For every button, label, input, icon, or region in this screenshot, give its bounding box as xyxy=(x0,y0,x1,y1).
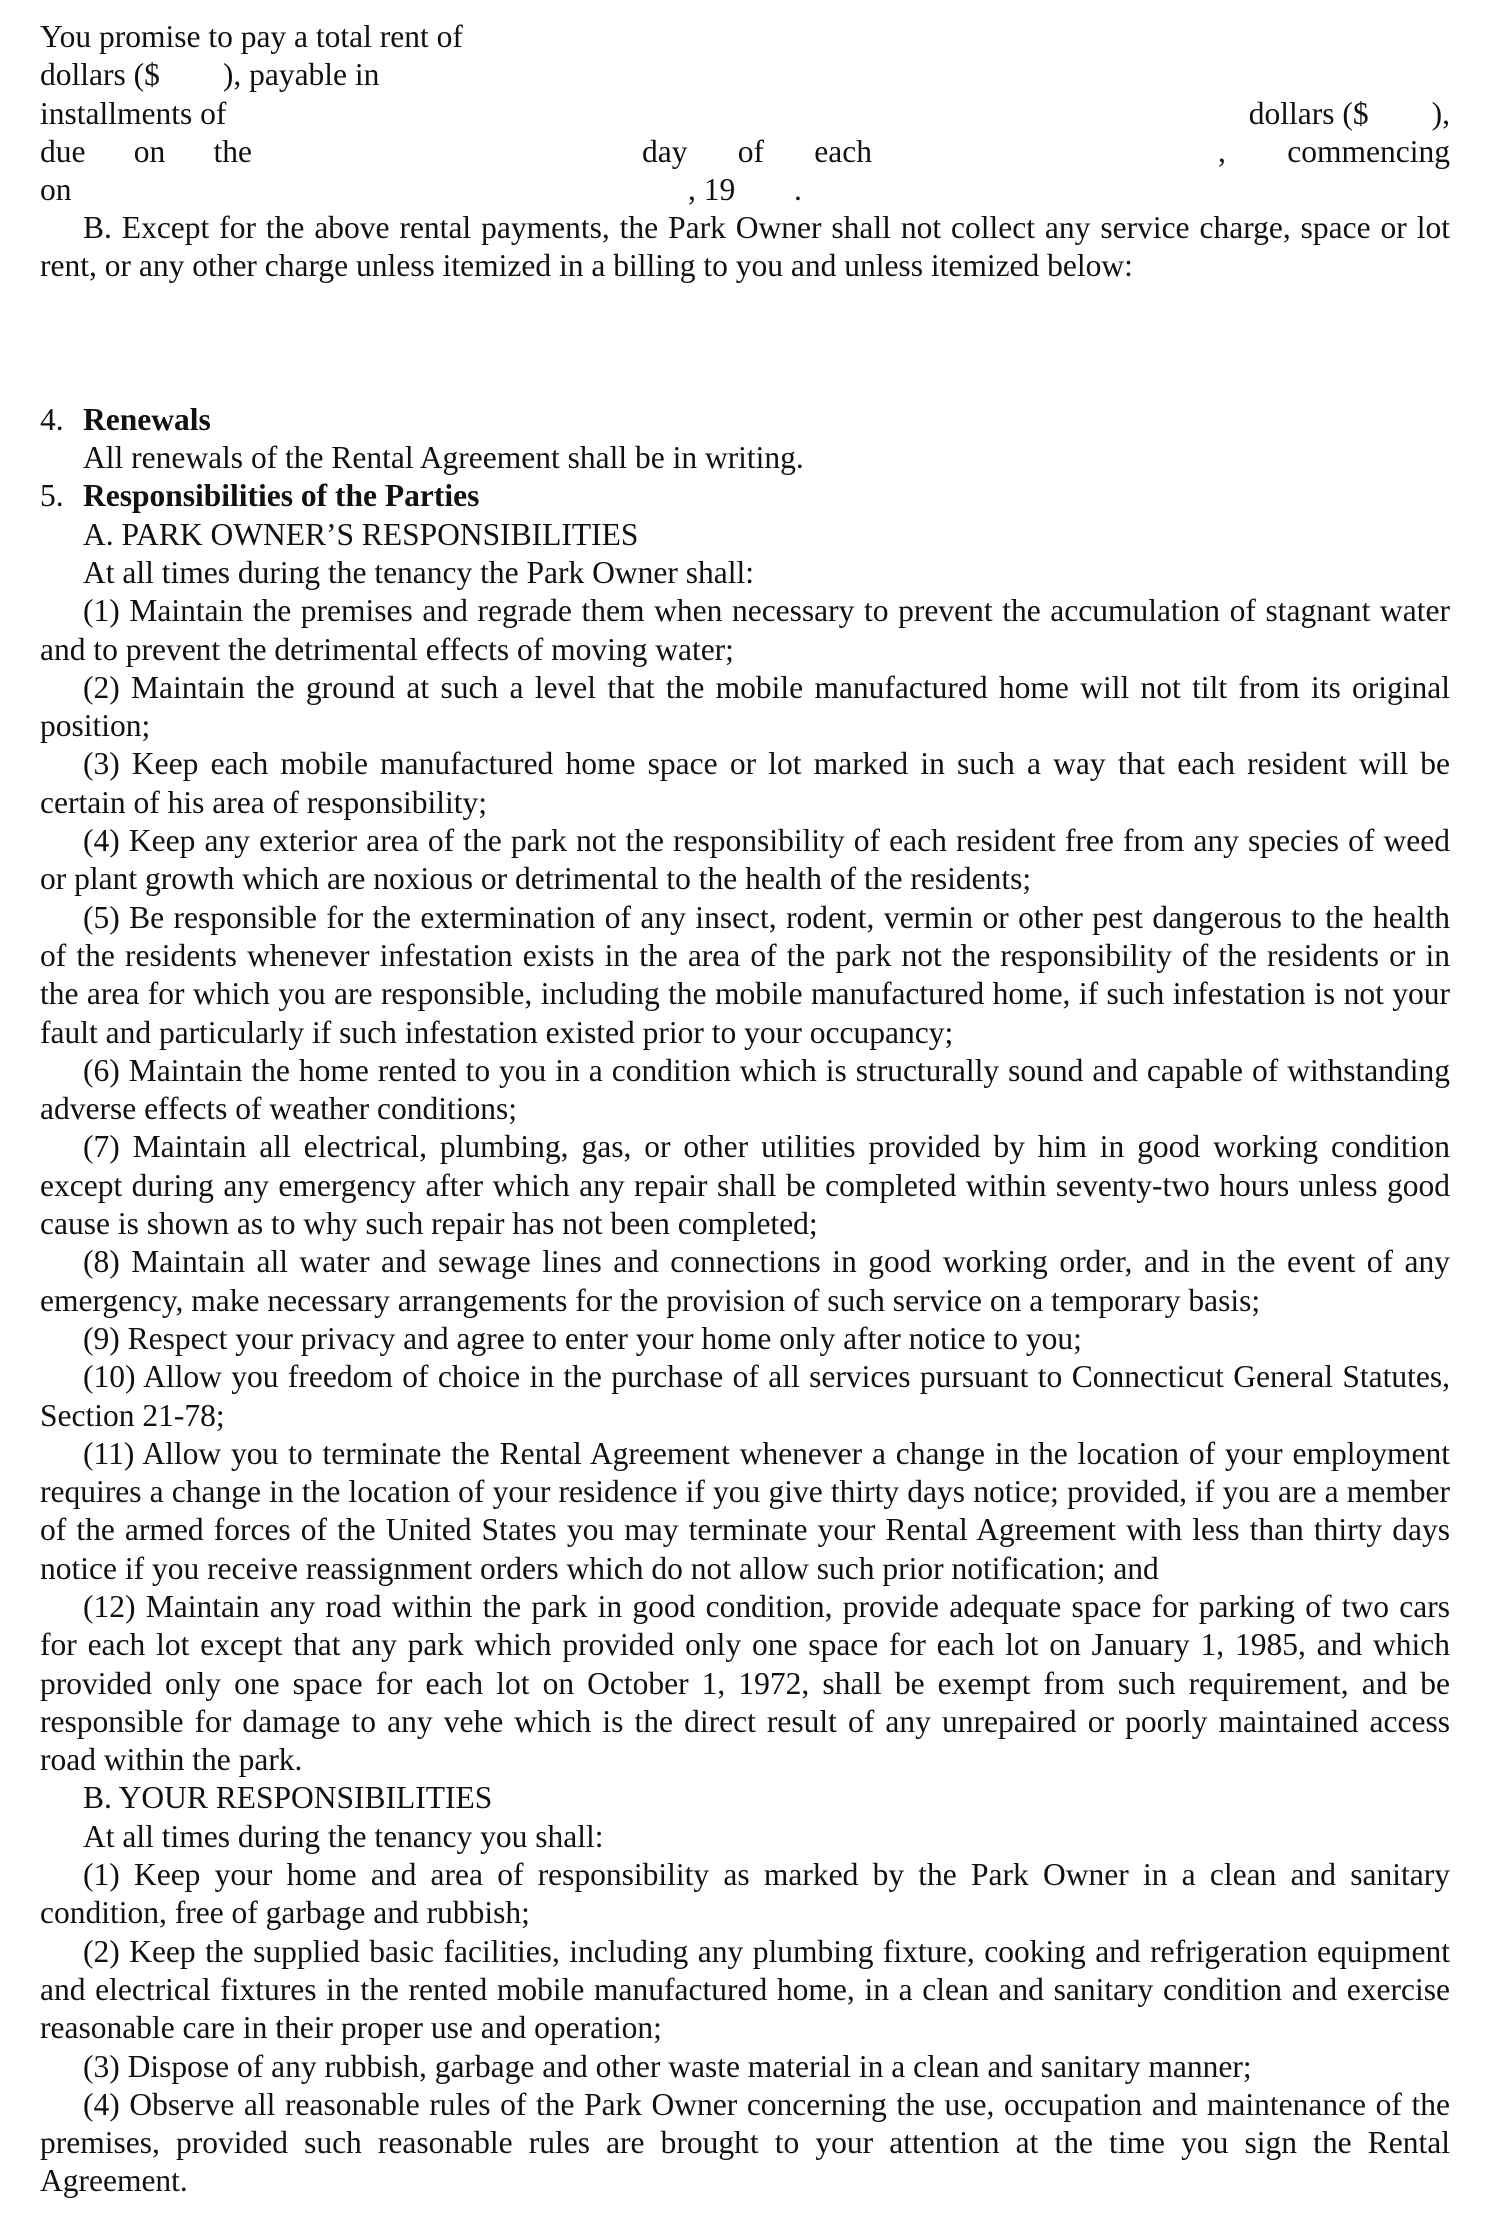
list-item: (5) Be responsible for the extermination of any insect, rodent, vermin or other pest dangerous to the health of the residents whenever infestation exists in the area of the park not the responsibility of the residents or in the area for which you are responsible, including the mobile manufactured home, if such infestation is not your fault and particularly if such infestation existed prior to your occupancy; xyxy=(40,899,1450,1050)
rent-line-3 xyxy=(40,95,1450,133)
park-owner-responsibilities-heading: A. PARK OWNER’S RESPONSIBILITIES xyxy=(83,516,639,552)
list-item: (8) Maintain all water and sewage lines and connections in good working order, and in the event of any emergency, make necessary arrangements for the provision of such service on a temporary basis; xyxy=(40,1244,1450,1318)
rent-line-1: You promise to pay a total rent of xyxy=(40,19,463,54)
installments-label: installments of xyxy=(40,95,227,131)
rent-line-4 xyxy=(40,133,1450,171)
your-responsibilities-heading: B. YOUR RESPONSIBILITIES xyxy=(83,1780,493,1816)
section-4-heading: 4. Renewals xyxy=(40,401,211,437)
list-item: (2) Keep the supplied basic facilities, including any plumbing fixture, cooking and refrigeration equipment and electrical fixtures in the rented mobile manufactured home, in a clean and sanitary condition and exercise reasonable care in their proper use and operation; xyxy=(40,1933,1450,2046)
list-item: (12) Maintain any road within the park in good condition, provide adequate space for parking of two cars for each lot except that any park which provided only one space for each lot on January 1, 1985, and which provided only one space for each lot on October 1, 1972, shall be exempt from such requirement, and be responsible for damage to any vehe which is the direct result of any unrepaired or poorly maintained access road within the park. xyxy=(40,1588,1450,1778)
list-item: (7) Maintain all electrical, plumbing, gas, or other utilities provided by him in good working condition except during any emergency after which any repair shall be completed within seventy-two hours unless good cause is shown as to why such repair has not been completed; xyxy=(40,1129,1450,1242)
itemized-blank-space xyxy=(40,286,1450,401)
list-item: (1) Maintain the premises and regrade them when necessary to prevent the accumulation of stagnant water and to prevent the detrimental effects of moving water; xyxy=(40,593,1450,667)
list-item: (1) Keep your home and area of responsibility as marked by the Park Owner in a clean and sanitary condition, free of garbage and rubbish; xyxy=(40,1857,1450,1931)
line-end-period: . xyxy=(794,172,802,208)
section-5-heading: 5. Responsibilities of the Parties xyxy=(40,478,480,514)
commencing-on-label: on xyxy=(40,172,72,208)
installments-dollars: dollars ($ ), xyxy=(1248,95,1450,131)
rent-line-2: dollars ($ ), payable in xyxy=(40,57,380,93)
list-item: (2) Maintain the ground at such a level that the mobile manufactured home will not tilt from its original position; xyxy=(40,669,1450,744)
rent-paragraph-b: B. Except for the above rental payments, the Park Owner shall not collect any service charge, space or lot rent, or any other charge unless itemized in a billing to you and unless itemized below: xyxy=(40,210,1450,284)
list-item: (9) Respect your privacy and agree to enter your home only after notice to you; xyxy=(83,1320,1082,1356)
commencing: , commencing xyxy=(1218,133,1450,169)
list-item: (4) Keep any exterior area of the park not the responsibility of each resident free from any species of weed or plant growth which are noxious or detrimental to the health of the residents; xyxy=(40,823,1450,897)
park-owner-intro: At all times during the tenancy the Park Owner shall: xyxy=(83,554,754,590)
list-item: (3) Dispose of any rubbish, garbage and other waste material in a clean and sanitary manner; xyxy=(83,2048,1252,2084)
list-item: (10) Allow you freedom of choice in the purchase of all services pursuant to Connecticut General Statutes, Section 21-78; xyxy=(40,1359,1450,1433)
your-responsibilities-intro: At all times during the tenancy you shall: xyxy=(83,1818,604,1854)
list-item: (4) Observe all reasonable rules of the Park Owner concerning the use, occupation and maintenance of the premises, provided such reasonable rules are brought to your attention at the time you sign the Rental Agreement. xyxy=(40,2086,1450,2199)
list-item: (6) Maintain the home rented to you in a condition which is structurally sound and capable of withstanding adverse effects of weather conditions; xyxy=(40,1052,1450,1127)
list-item: (3) Keep each mobile manufactured home space or lot marked in such a way that each resident will be certain of his area of responsibility; xyxy=(40,746,1450,820)
due-on-the: due on the xyxy=(40,133,252,169)
year-prefix: , 19 xyxy=(688,172,736,208)
rent-line-5 xyxy=(40,171,1450,209)
day-of-each: day of each xyxy=(642,133,872,169)
section-4-body: All renewals of the Rental Agreement shall be in writing. xyxy=(83,440,804,476)
list-item: (11) Allow you to terminate the Rental Agreement whenever a change in the location of your employment requires a change in the location of your residence if you give thirty days notice; provided, if you are a member of the armed forces of the United States you may terminate your Rental Agreement with less than thirty days notice if you receive reassignment orders which do not allow such prior notification; and xyxy=(40,1435,1450,1586)
